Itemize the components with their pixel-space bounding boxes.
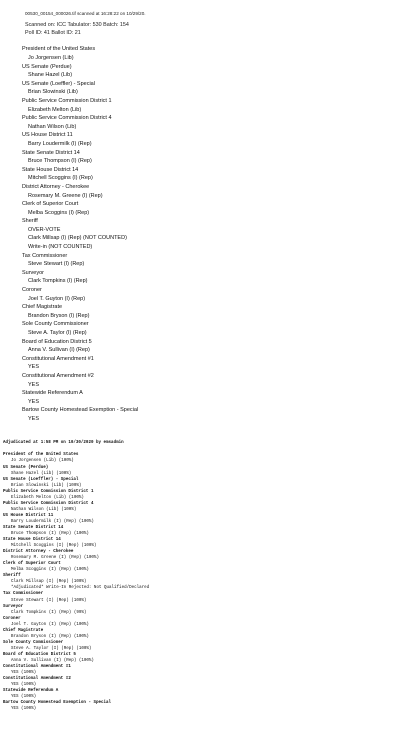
race-block [22,389,392,406]
race-title: Public Service Commission District 4 [22,115,112,122]
race-block [22,372,392,389]
race-block [3,465,397,477]
race-block [22,286,392,303]
race-block [22,217,392,251]
race-block [3,561,397,573]
ballot-race-list [22,45,392,423]
race-block [3,652,397,664]
race-block [22,63,392,80]
race-choice: Anna V. Sullivan (I) (Rep) (100%) [11,659,94,663]
race-choice: Shane Hazel (Lib) [28,72,73,79]
race-choice: Brandon Bryson (I) (Rep) (100%) [11,634,89,639]
scan-file-line: 00530_00154_000026.tif scanned at 16:28:22 on 10/29/20. [25,11,146,16]
race-choice: Clark Millsap (I) (Rep) (NOT COUNTED) [28,235,127,242]
race-block [22,97,392,114]
race-choice: Rosemary M. Greene (I) (Rep) (100%) [11,556,99,561]
race-choice: Steve Stewart (I) (Rep) (100%) [11,598,87,603]
race-block [3,688,397,700]
race-choice: Mitchell Scoggins (I) (Rep) [28,175,93,182]
race-title: Public Service Commission District 4 [3,501,94,506]
race-choice: Joel T. Guyton (I) (Rep) (100%) [11,622,89,627]
race-title: Sheriff [22,218,38,225]
race-choice: Elizabeth Melton (Lib) [28,106,82,113]
race-block [3,616,397,628]
race-block [3,477,397,489]
race-choice: Clark Tompkins (I) (Rep) (99%) [11,610,87,615]
poll-id-line: Poll ID: 41 Ballot ID: 21 [25,30,81,37]
race-choice: Steve A. Taylor (I) (Rep) [28,330,87,336]
race-choice: Shane Hazel (Lib) (100%) [11,471,72,476]
race-title: US Senate (Perdue) [3,465,49,470]
race-title: Chief Magistrate [3,628,44,633]
race-title: US House District 11 [22,132,73,139]
race-block [3,513,397,525]
race-choice: YES [28,398,40,405]
race-block [3,640,397,652]
race-title: State Senate District 14 [22,149,80,156]
race-title: President of the United States [3,453,79,458]
race-choice: Bruce Thompson (I) (Rep) (100%) [11,532,89,537]
race-choice: Steve Stewart (I) (Rep) [28,261,85,268]
race-block [3,525,397,537]
race-title: Tax Commissioner [22,252,68,259]
race-choice: Jo Jorgensen (Lib) (100%) [11,459,74,464]
race-choice: YES (100%) [11,707,37,712]
race-choice: Barry Loudermilk (I) (Rep) (100%) [11,519,94,524]
race-title: Chief Magistrate [22,304,63,311]
race-block [3,537,397,549]
race-title: Statewide Referendum A [22,390,83,397]
race-choice: Elizabeth Melton (Lib) (100%) [11,495,84,500]
race-block [3,664,397,676]
race-block [22,183,392,200]
race-choice: *Adjudicated* Write-In Rejected: Not Qualified/Declared [11,586,150,591]
race-title: State Senate District 14 [3,525,64,530]
race-title: Board of Education District 5 [3,652,76,657]
race-choice: Brian Slowinski (Lib) (100%) [11,483,82,488]
race-choice: Joel T. Guyton (I) (Rep) [28,295,86,302]
race-choice: Brian Slowinski (Lib) [28,89,78,96]
race-choice: Brandon Bryson (I) (Rep) [28,312,90,319]
race-choice: YES (100%) [11,695,37,700]
race-block [3,591,397,603]
race-block [3,452,397,464]
race-choice: Anna V. Sullivan (I) (Rep) [28,347,90,354]
race-choice: YES (100%) [11,671,37,676]
race-choice: OVER-VOTE [28,226,61,233]
race-choice: Clark Millsap (I) (Rep) (100%) [11,580,87,585]
race-choice: Write-in (NOT COUNTED) [28,244,93,251]
race-block [3,489,397,501]
race-block [22,45,392,62]
race-block [22,252,392,269]
race-block [22,355,392,372]
race-choice: Barry Loudermilk (I) (Rep) [28,140,92,147]
ballot-image-section [22,10,392,424]
race-choice: Nathan Wilson (Lib) [28,123,77,130]
race-title: Constitutional Amendment #1 [22,355,94,362]
race-title: US Senate (Loeffler) - Special [3,477,79,482]
race-title: President of the United States [22,46,96,53]
race-title: State House District 14 [3,538,61,543]
race-choice: YES [28,364,40,371]
race-title: Coroner [3,616,21,621]
race-title: Public Service Commission District 1 [3,489,94,494]
race-block [22,320,392,337]
race-title: Coroner [22,287,42,294]
race-title: Tax Commissioner [3,592,44,597]
race-title: Board of Education District 5 [22,338,92,345]
adjudication-header: Adjudicated at 1:58 PM on 10/30/2020 by emsadmin [3,441,124,445]
adjudication-section [3,440,397,712]
race-block [3,676,397,688]
race-title: Bartow County Homestead Exemption - Special [22,407,139,414]
race-block [22,114,392,131]
race-block [22,406,392,423]
race-title: Statewide Referendum A [3,689,59,694]
race-title: Bartow County Homestead Exemption - Special [3,701,112,706]
race-title: Constitutional Amendment #1 [3,665,71,670]
race-choice: Steve A. Taylor (I) (Rep) (100%) [11,646,92,651]
race-block [3,628,397,640]
race-block [22,166,392,183]
race-block [3,501,397,513]
race-title: Sole County Commissioner [22,321,89,328]
race-block [22,131,392,148]
race-choice: YES [28,415,40,422]
race-title: US Senate (Perdue) [22,63,72,70]
race-block [3,549,397,561]
race-choice: Bruce Thompson (I) (Rep) [28,158,92,165]
race-block [22,269,392,286]
race-choice: Clark Tompkins (I) (Rep) [28,278,88,285]
race-choice: YES [28,381,40,388]
race-title: Sole County Commissioner [3,640,64,645]
race-choice: YES (100%) [11,683,37,688]
race-choice: Melba Scoggins (I) (Rep) [28,209,90,216]
scanned-on-line: Scanned on: ICC Tabulator: 530 Batch: 154 [25,22,129,28]
race-block [22,80,392,97]
race-block [22,149,392,166]
race-title: Surveyor [22,269,45,276]
race-title: Public Service Commission District 1 [22,97,112,104]
race-title: Constitutional Amendment #2 [3,677,71,682]
race-title: US House District 11 [3,513,54,518]
race-block [3,604,397,616]
race-choice: Jo Jorgensen (Lib) [28,55,74,61]
race-title: Surveyor [3,604,24,609]
race-choice: Melba Scoggins (I) (Rep) (100%) [11,568,89,573]
race-title: Constitutional Amendment #2 [22,372,94,379]
race-block [3,573,397,591]
race-title: District Attorney - Cherokee [3,550,74,555]
race-block [22,338,392,355]
race-choice: Mitchell Scoggins (I) (Rep) (100%) [11,544,97,549]
race-title: State House District 14 [22,166,79,173]
race-block [22,200,392,217]
race-title: Clerk of Superior Court [22,201,79,208]
race-title: Clerk of Superior Court [3,562,61,567]
adjudication-race-list [3,452,397,712]
race-block [22,303,392,320]
race-choice: Rosemary M. Greene (I) (Rep) [28,192,103,199]
race-block [3,700,397,712]
race-title: US Senate (Loeffler) - Special [22,80,95,87]
race-title: District Attorney - Cherokee [22,183,90,190]
race-choice: Nathan Wilson (Lib) (100%) [11,507,77,512]
race-title: Sheriff [3,574,21,579]
